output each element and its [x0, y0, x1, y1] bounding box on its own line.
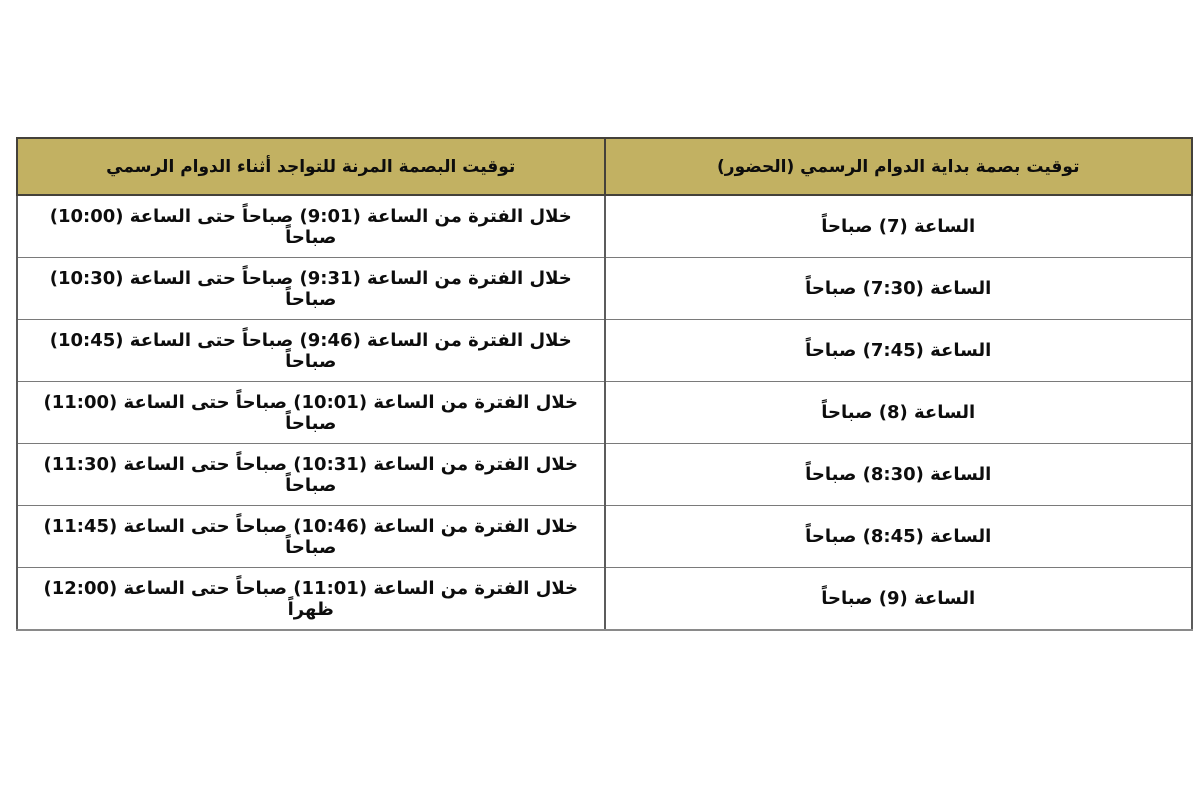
flexible-time-cell: خلال الفترة من الساعة (9:01) صباحاً حتى الساعة (10:00) صباحاً	[17, 195, 605, 258]
flexible-time-cell: خلال الفترة من الساعة (11:01) صباحاً حتى الساعة (12:00) ظهراً	[17, 568, 605, 631]
official-time-cell: الساعة (8:45) صباحاً	[605, 506, 1193, 568]
flexible-time-cell: خلال الفترة من الساعة (9:31) صباحاً حتى الساعة (10:30) صباحاً	[17, 258, 605, 320]
official-time-cell: الساعة (7:45) صباحاً	[605, 320, 1193, 382]
table-row	[17, 320, 1192, 382]
header-row	[17, 138, 1192, 195]
flexible-time-cell: خلال الفترة من الساعة (10:01) صباحاً حتى الساعة (11:00) صباحاً	[17, 382, 605, 444]
header-flexible-time: توقيت البصمة المرنة للتواجد أثناء الدوام الرسمي	[17, 138, 605, 195]
flexible-time-cell: خلال الفترة من الساعة (10:46) صباحاً حتى الساعة (11:45) صباحاً	[17, 506, 605, 568]
attendance-timing-table	[16, 137, 1193, 631]
table-row	[17, 568, 1192, 631]
attendance-timing-table-container	[16, 137, 1193, 631]
flexible-time-cell: خلال الفترة من الساعة (10:31) صباحاً حتى الساعة (11:30) صباحاً	[17, 444, 605, 506]
table-row	[17, 195, 1192, 258]
table-row	[17, 506, 1192, 568]
timing-table-body	[17, 195, 1192, 630]
official-time-cell: الساعة (8:30) صباحاً	[605, 444, 1193, 506]
table-header	[17, 138, 1192, 195]
flexible-time-cell: خلال الفترة من الساعة (9:46) صباحاً حتى الساعة (10:45) صباحاً	[17, 320, 605, 382]
header-official-time: توقيت بصمة بداية الدوام الرسمي (الحضور)	[605, 138, 1193, 195]
official-time-cell: الساعة (9) صباحاً	[605, 568, 1193, 631]
official-time-cell: الساعة (7) صباحاً	[605, 195, 1193, 258]
table-row	[17, 258, 1192, 320]
table-row	[17, 382, 1192, 444]
official-time-cell: الساعة (8) صباحاً	[605, 382, 1193, 444]
table-row	[17, 444, 1192, 506]
official-time-cell: الساعة (7:30) صباحاً	[605, 258, 1193, 320]
